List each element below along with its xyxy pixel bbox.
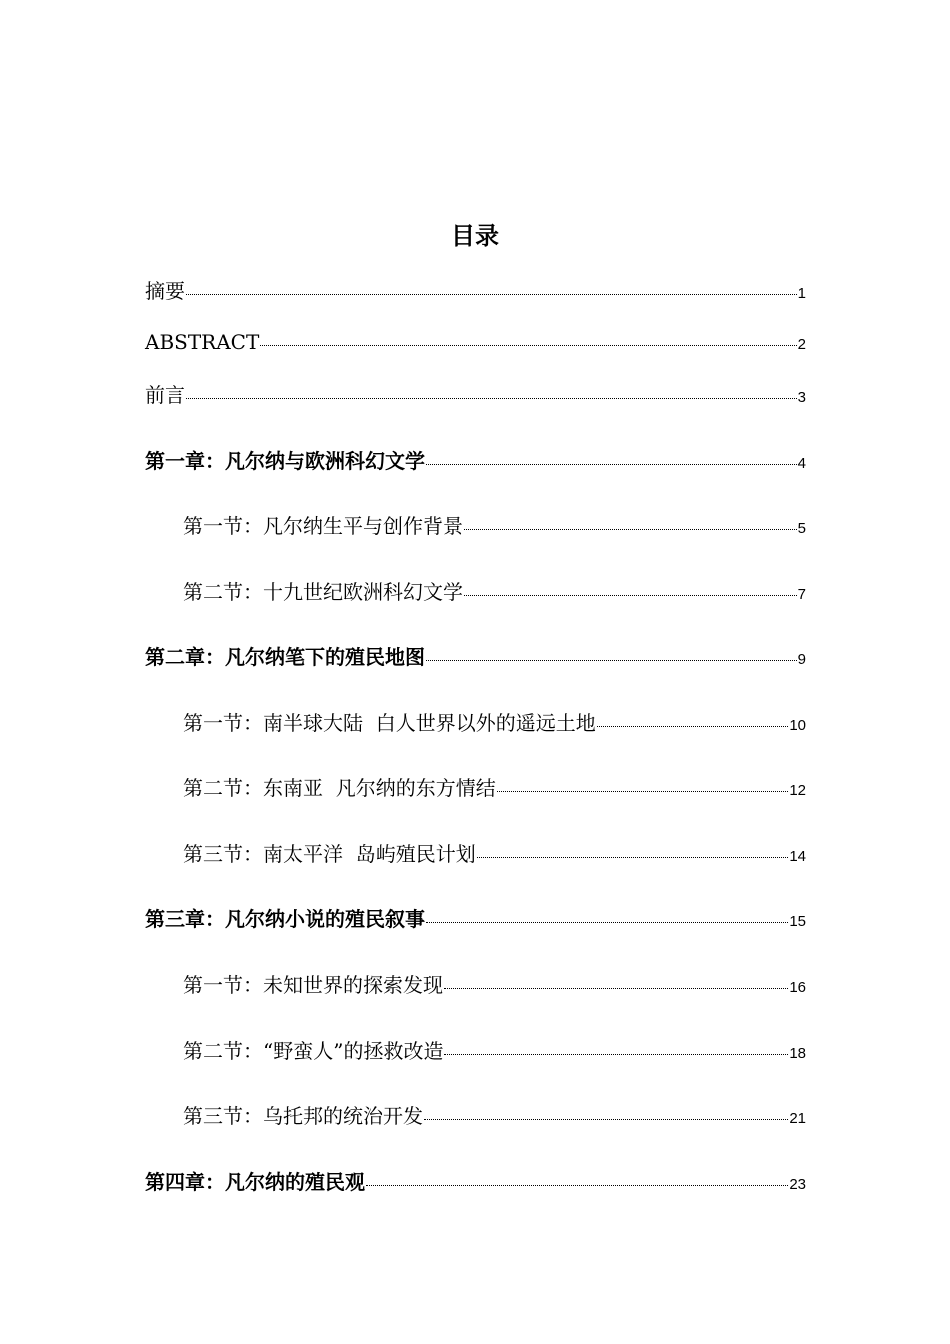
dot-leader [597,726,789,727]
toc-entry-label: 第三节：南太平洋 岛屿殖民计划 [183,842,476,866]
toc-page-number: 18 [789,1045,806,1062]
toc-page-number: 7 [797,586,806,603]
toc-entry-chapter-2-section-2[interactable] [183,773,806,803]
toc-page-number: 14 [789,848,806,865]
toc-entry-chapter-2[interactable] [145,642,806,672]
toc-entry-chapter-3[interactable] [145,904,806,934]
toc-entry-label: 第二节：东南亚 凡尔纳的东方情结 [183,776,496,800]
toc-page-number: 9 [797,651,806,668]
toc-entry-label: 第四章：凡尔纳的殖民观 [145,1170,365,1194]
toc-entry-chapter-2-section-3[interactable] [183,839,806,869]
dot-leader [426,660,797,661]
toc-page-number: 10 [789,717,806,734]
dot-leader [497,791,789,792]
toc-entry-chapter-2-section-1[interactable] [183,708,806,738]
dot-leader [477,857,789,858]
toc-page-number: 3 [797,389,806,406]
toc-entry-chapter-1-section-2[interactable] [183,577,806,607]
toc-entry-chapter-3-section-3[interactable] [183,1101,806,1131]
toc-page-number: 16 [789,979,806,996]
toc-entry-label: ABSTRACT [145,330,260,354]
toc-entry-label: 第一节：未知世界的探索发现 [183,973,443,997]
dot-leader [426,922,788,923]
toc-entry-label: 第二节：“野蛮人”的拯救改造 [183,1039,444,1063]
toc-entry-chapter-3-section-2[interactable] [183,1036,806,1066]
toc-entry-abstract-cn[interactable] [145,276,806,306]
toc-entry-chapter-3-section-1[interactable] [183,970,806,1000]
dot-leader [366,1185,788,1186]
toc-entry-preface[interactable] [145,380,806,410]
toc-entry-label: 第一节：凡尔纳生平与创作背景 [183,514,463,538]
toc-entry-label: 第一章：凡尔纳与欧洲科幻文学 [145,449,425,473]
toc-page-number: 23 [789,1176,806,1193]
dot-leader [186,294,797,295]
toc-entry-label: 第三节：乌托邦的统治开发 [183,1104,423,1128]
toc-entry-label: 第一节：南半球大陆 白人世界以外的遥远土地 [183,711,596,735]
dot-leader [464,595,797,596]
toc-page-number: 15 [789,913,806,930]
toc-page-number: 1 [797,285,806,302]
dot-leader [260,345,796,346]
toc-page-number: 2 [797,336,806,353]
dot-leader [426,464,797,465]
toc-entry-chapter-4[interactable] [145,1167,806,1197]
toc-title: 目录 [451,222,499,250]
toc-entry-label: 第二章：凡尔纳笔下的殖民地图 [145,645,425,669]
dot-leader [186,398,797,399]
dot-leader [424,1119,788,1120]
dot-leader [444,988,788,989]
toc-entry-label: 第三章：凡尔纳小说的殖民叙事 [145,907,425,931]
toc-page-number: 5 [797,520,806,537]
toc-page-number: 4 [797,455,806,472]
toc-page-number: 21 [789,1110,806,1127]
toc-entry-chapter-1-section-1[interactable] [183,511,806,541]
dot-leader [444,1054,788,1055]
toc-page-number: 12 [789,782,806,799]
toc-entry-label: 摘要 [145,279,185,303]
toc-entry-abstract-en[interactable] [145,327,806,357]
dot-leader [464,529,797,530]
toc-entry-chapter-1[interactable] [145,446,806,476]
toc-entry-label: 前言 [145,383,185,407]
toc-entry-label: 第二节：十九世纪欧洲科幻文学 [183,580,463,604]
